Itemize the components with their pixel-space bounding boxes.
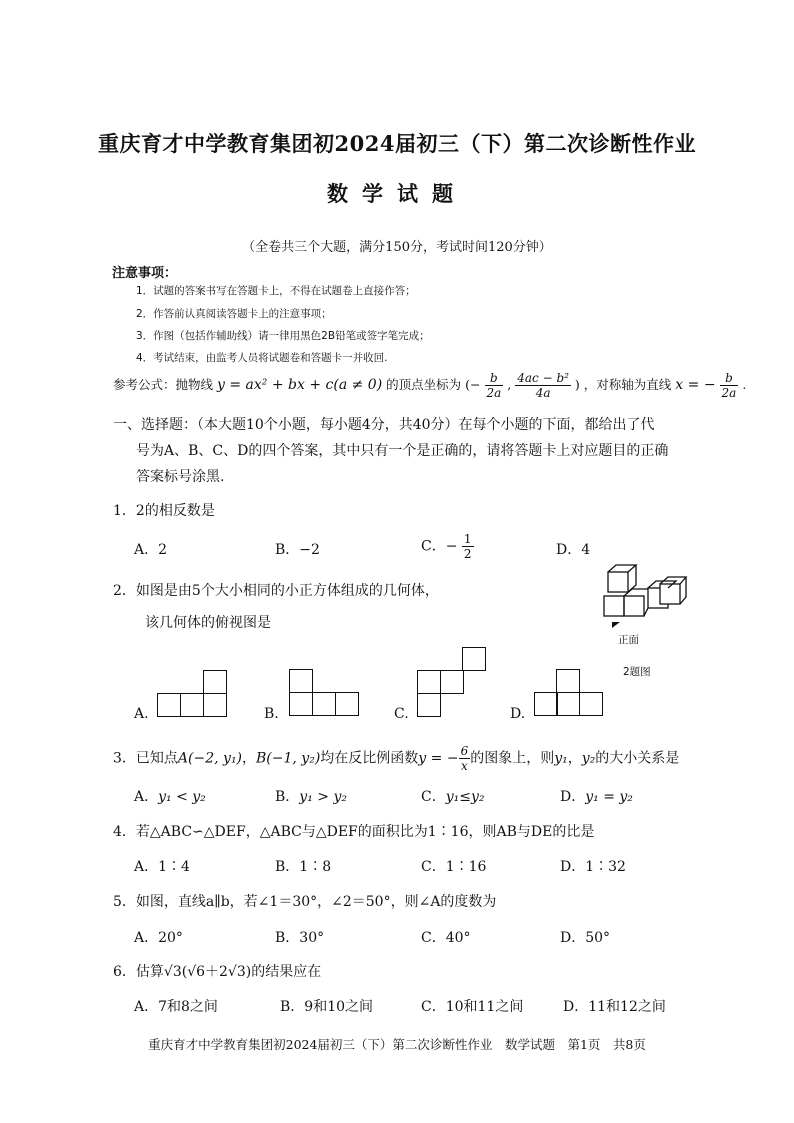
option-expression: y₁≤y₂ [445,789,485,805]
section1-line3: 答案标号涂黑. [136,469,225,485]
formula-rparen: ) [574,377,580,392]
q5-option-b: B．30° [275,930,325,946]
formula-expression: y = ax² + bx + c(a ≠ 0) [217,377,383,393]
option-expression: y₁ = y₂ [585,789,633,805]
q6-option-a: A．7和8之间 [134,999,218,1015]
q2-cube-figure [598,562,690,632]
fraction-numerator: 4ac − b² [517,371,569,385]
option-letter: B． [275,789,300,805]
fraction-b-over-2a-axis [720,371,739,400]
q1-option-c-fraction [462,532,474,561]
q1-option-b: B．−2 [275,542,320,558]
q3-stem-pre: 3．已知点 [113,750,178,767]
fraction-denominator: 2a [486,386,502,400]
q2-figure-label: 2题图 [623,666,651,678]
q3-point-a: A(−2, y₁) [177,750,243,767]
option-expression: y₁ > y₂ [299,789,347,805]
q1-option-d: D．4 [556,542,591,558]
option-letter: D． [560,789,586,805]
q3-stem [113,744,679,773]
q3-function: y = − [418,750,459,767]
q2-front-label: 正面 [618,634,639,646]
q3-function-fraction [459,744,471,773]
notice-item-1: 1．试题的答案书写在答题卡上，不得在试题卷上直接作答； [136,285,416,297]
q2-option-c: C. [394,706,409,722]
exam-subtitle: 数学试题 [327,181,467,206]
formula-axis-x: x = − [675,377,716,393]
option-letter: C． [421,789,446,805]
q1-option-a: A．2 [134,542,168,558]
q6-option-b: B．9和10之间 [280,999,374,1015]
option-expression: y₁ < y₂ [158,789,206,805]
q2-stem-line2: 该几何体的俯视图是 [145,615,271,631]
q4-stem: 4．若△ABC∽△DEF，△ABC与△DEF的面积比为1∶16，则AB与DE的比是 [113,824,595,840]
q3-point-b: B(−1, y₂) [256,750,321,767]
q4-option-c: C．1∶16 [421,859,487,875]
fraction-denominator: 2a [721,386,737,400]
q1-option-c-prefix: C．− [421,538,458,555]
fraction-denominator: x [461,759,468,773]
formula-period: . [742,377,747,392]
q2-option-a: A. [134,706,149,722]
fraction-denominator: 2 [463,547,472,561]
q4-option-d: D．1∶32 [560,859,626,875]
q3-separator: ， [242,750,257,767]
q4-option-a: A．1∶4 [134,859,190,875]
notice-item-4: 4．考试结束，由监考人员将试题卷和答题卡一并收回. [136,352,388,364]
q3-y1: y₁ [554,750,568,767]
q3-option-d [560,786,633,806]
formula-vertex-text: 的顶点坐标为 [386,377,462,392]
q2-stem-line1: 2．如图是由5个大小相同的小正方体组成的几何体， [113,583,439,599]
q3-stem-end: 的大小关系是 [595,750,680,767]
reference-formula [113,371,746,400]
section1-line1: 一、选择题：（本大题10个小题，每小题4分，共40分）在每个小题的下面，都给出了代 [113,417,655,433]
q1-stem: 1．2的相反数是 [113,503,215,519]
fraction-numerator: b [485,371,504,386]
formula-label: 参考公式：抛物线 [113,377,214,392]
q2-option-d: D. [510,706,526,722]
q3-stem-post: 的图象上，则 [470,750,555,767]
formula-comma: , [507,377,512,392]
fraction-b-over-2a [485,371,504,400]
fraction-numerator: b [720,371,739,386]
q6-option-c: C．10和11之间 [421,999,524,1015]
q4-option-b: B．1∶8 [275,859,332,875]
page-footer: 重庆育才中学教育集团初2024届初三（下）第二次诊断性作业 数学试题 第1页 共8页 [148,1037,646,1052]
q5-stem: 5．如图，直线a∥b，若∠1＝30°，∠2＝50°，则∠A的度数为 [113,894,497,910]
fraction-numerator: 6 [460,744,469,758]
notice-heading: 注意事项： [112,266,178,281]
formula-minus: (− [465,377,481,392]
exam-info: （全卷共三个大题，满分150分，考试时间120分钟） [242,240,552,255]
section1-line2: 号为A、B、C、D的四个答案，其中只有一个是正确的，请将答题卡上对应题目的正确 [136,443,669,459]
option-letter: A． [134,789,159,805]
q5-option-a: A．20° [134,930,183,946]
q3-option-b [275,786,347,806]
exam-title: 重庆育才中学教育集团初2024届初三（下）第二次诊断性作业 [98,131,696,156]
q5-option-d: D．50° [560,930,611,946]
q3-option-c [421,786,485,806]
formula-axis-text: ，对称轴为直线 [583,377,672,392]
q6-stem: 6．估算√3(√6＋2√3)的结果应在 [113,964,322,980]
q5-option-c: C．40° [421,930,471,946]
fraction-denominator: 4a [535,386,551,400]
fraction-4ac-b2-over-4a [515,371,571,400]
q1-option-c [421,532,474,561]
q3-separator: ， [567,750,582,767]
q3-y2: y₂ [581,750,596,767]
fraction-numerator: 1 [463,532,472,546]
q6-option-d: D．11和12之间 [563,999,666,1015]
q3-option-a [134,786,206,806]
notice-item-2: 2．作答前认真阅读答题卡上的注意事项； [136,308,332,320]
q3-stem-mid: 均在反比例函数 [320,750,419,767]
notice-item-3: 3．作图（包括作辅助线）请一律用黑色2B铅笔或签字笔完成； [136,330,430,342]
q2-option-b: B. [264,706,279,722]
